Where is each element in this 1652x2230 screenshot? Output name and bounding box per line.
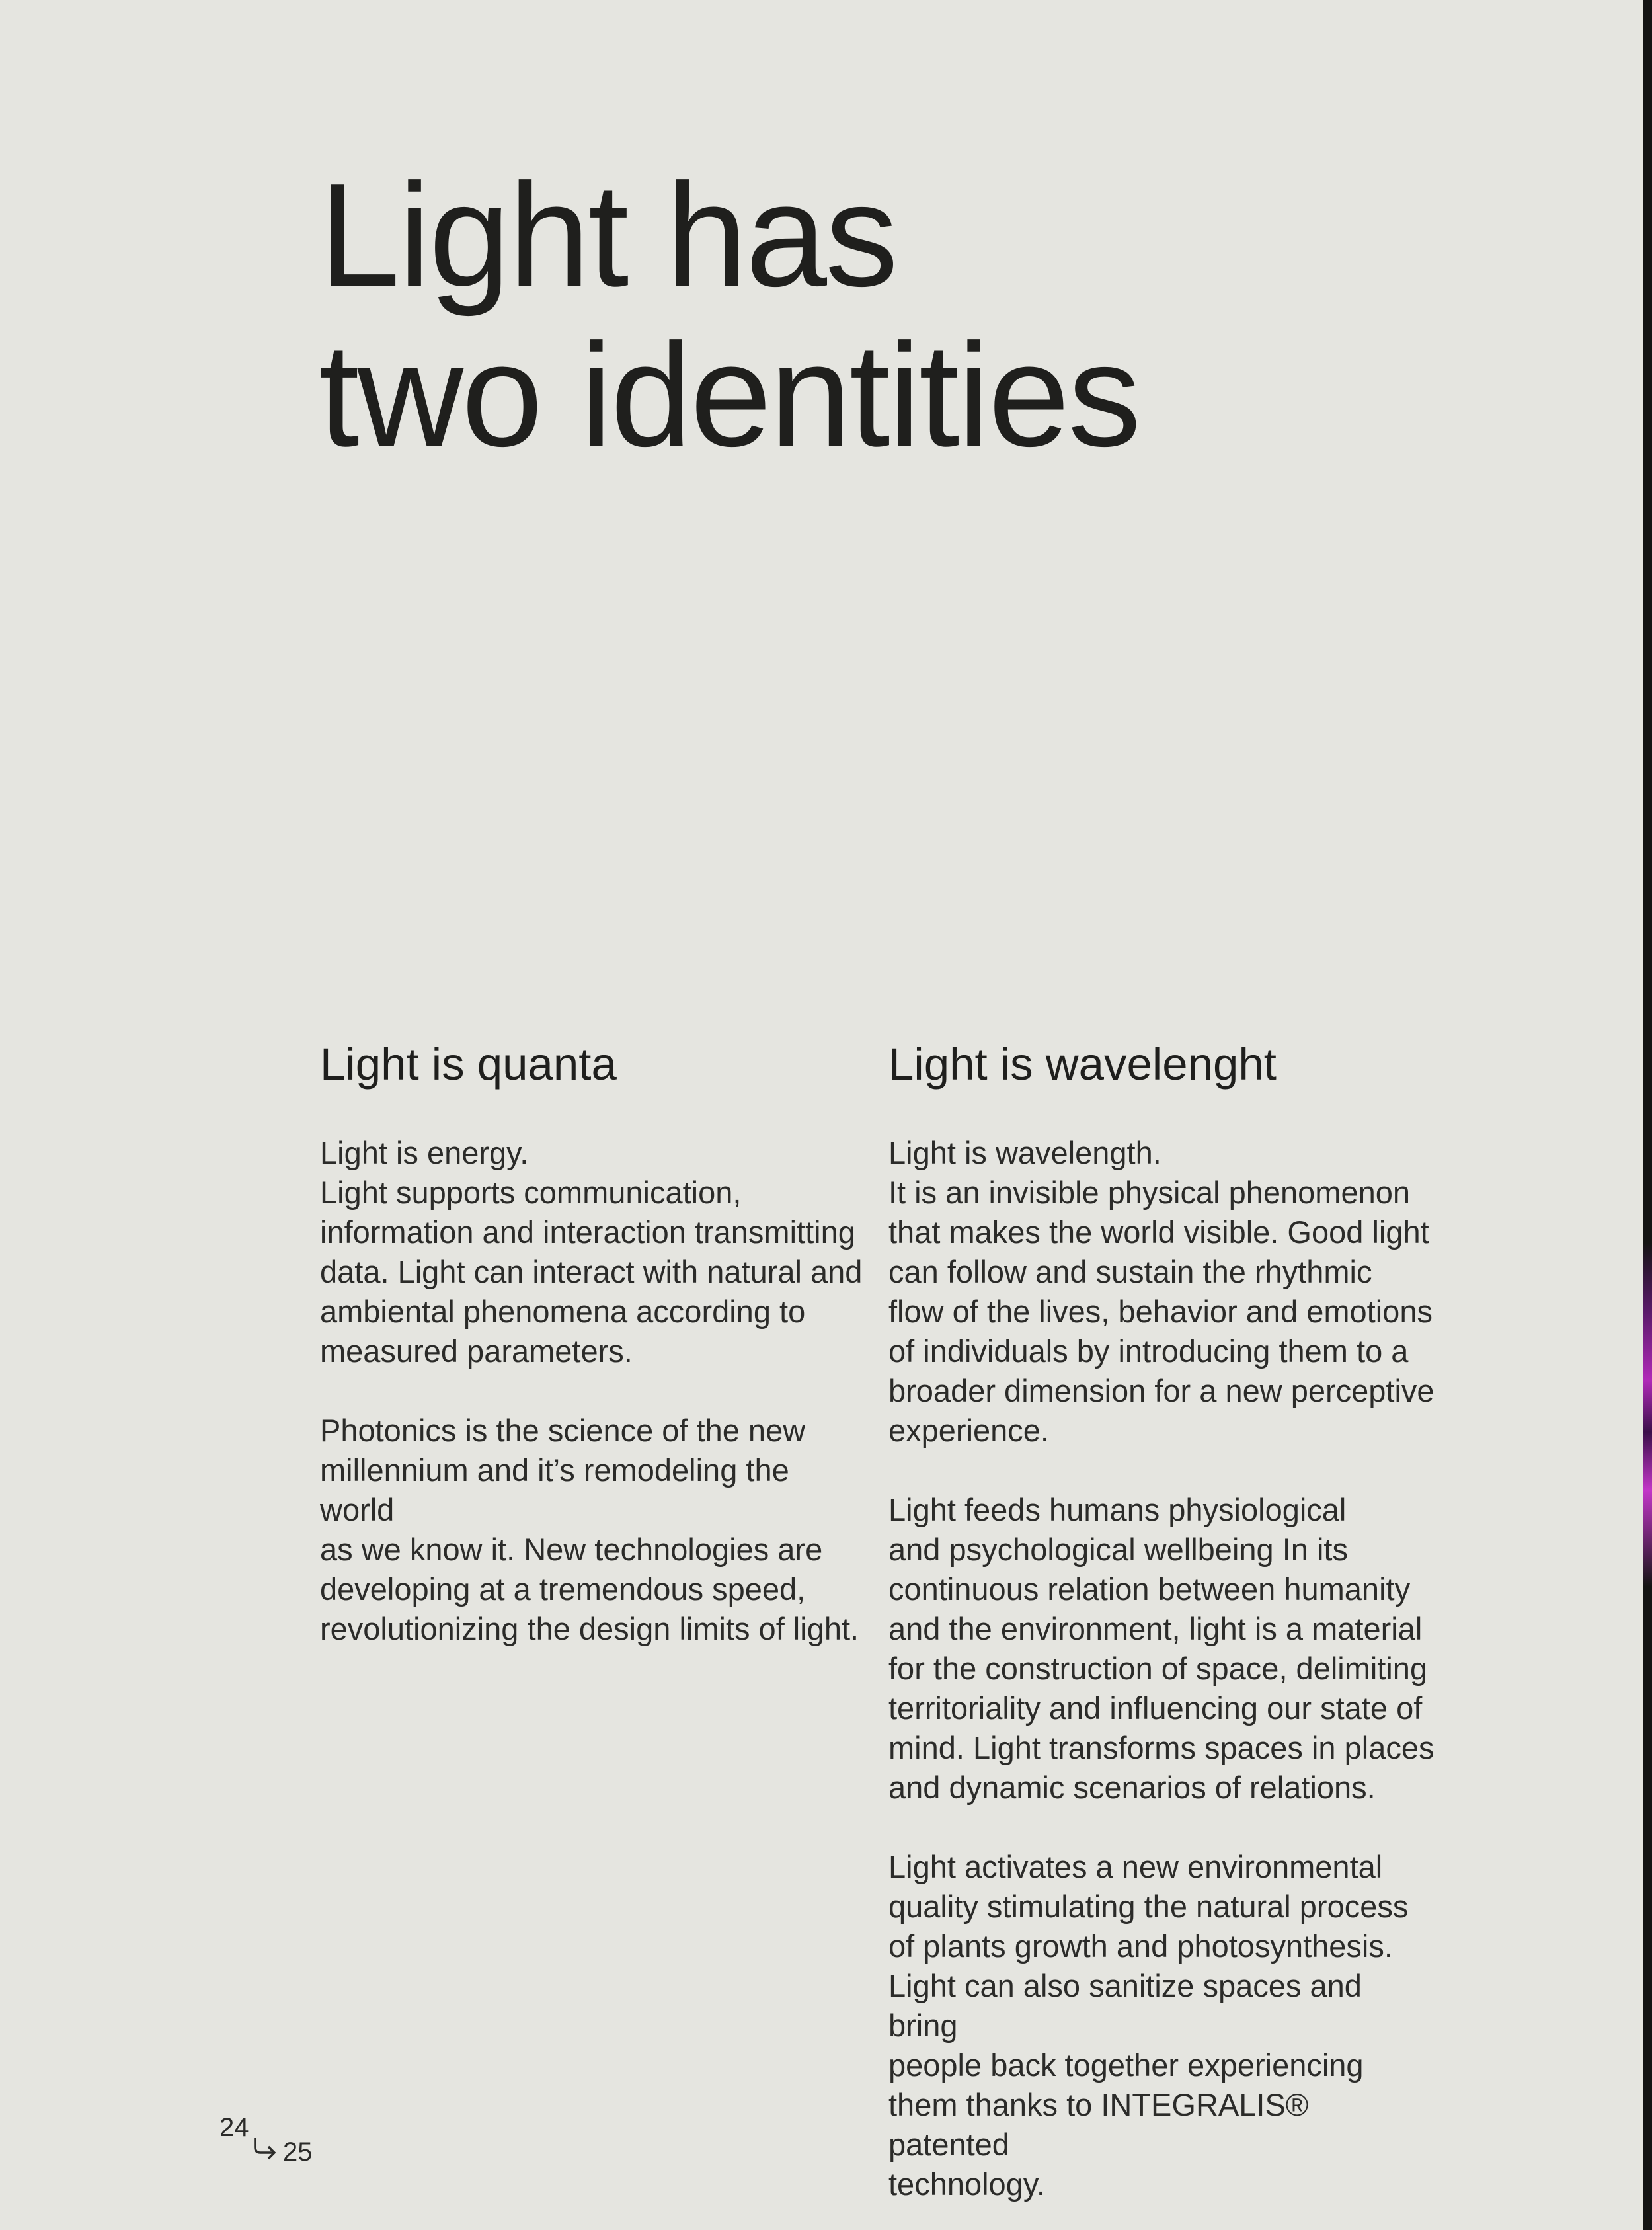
title-line-1: Light has	[319, 153, 897, 317]
title-line-2: two identities	[319, 313, 1140, 477]
left-paragraph-1: Light is energy. Light supports communication, information and interaction transmitting data. Light can interact with natural and ambiental phenomena according to measured parameters.	[320, 1135, 863, 1369]
next-page-link[interactable]	[251, 2137, 313, 2167]
left-paragraph-2: Photonics is the science of the new millennium and it’s remodeling the world as we know it. New technologies are developing at a tremendous speed, revolutionizing the design limits of light.	[320, 1413, 859, 1646]
curved-arrow-right-icon	[251, 2137, 283, 2167]
right-paragraph-1: Light is wavelength. It is an invisible physical phenomenon that makes the world visible. Good light can follow and sustain the rhythmic flow of the lives, behavior and emotions of individuals by introducing them to a broader dimension for a new perceptive experience.	[888, 1135, 1435, 1448]
page-edge	[1643, 0, 1652, 2230]
page-number: 24	[219, 2113, 249, 2142]
left-column	[320, 1035, 869, 1649]
page-edge-accent	[1643, 1243, 1652, 1587]
right-column	[888, 1035, 1437, 2204]
right-paragraph-3: Light activates a new environmental quality stimulating the natural process of plants growth and photosynthesis. Light can also sanitize spaces and bring people back together experiencing them thanks to INTEGRALIS® patented technology.	[888, 1849, 1409, 2202]
right-column-heading: Light is wavelenght	[888, 1039, 1277, 1090]
right-paragraph-2: Light feeds humans physiological and psychological wellbeing In its continuous relation between humanity and the environment, light is a material for the construction of space, delimiting territoriality and influencing our state of mind. Light transforms spaces in places and dynamic scenarios of relations.	[888, 1492, 1435, 1805]
next-page-number: 25	[283, 2137, 313, 2167]
left-column-heading: Light is quanta	[320, 1039, 617, 1090]
page-title	[319, 155, 1139, 475]
